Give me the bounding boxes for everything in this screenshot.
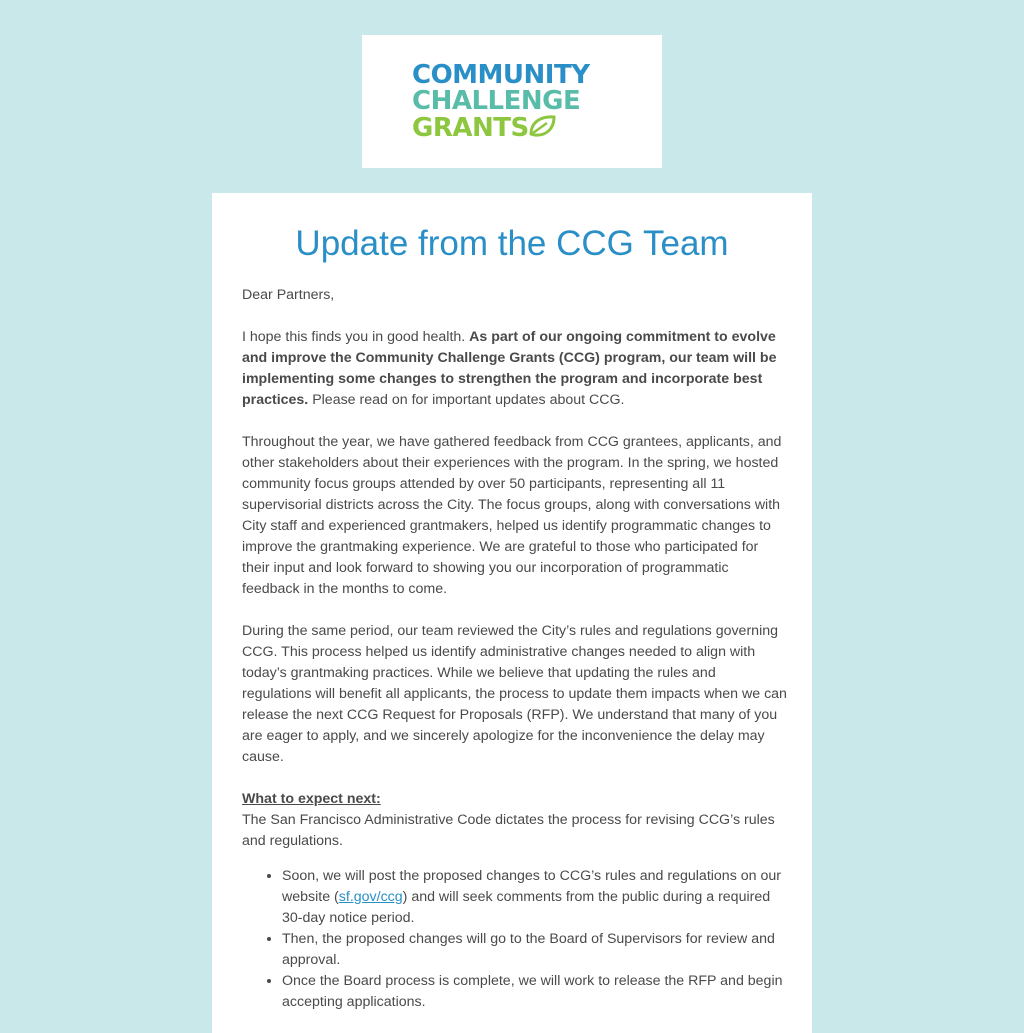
logo-line-grants [412, 114, 590, 141]
feedback-paragraph: Throughout the year, we have gathered feedback from CCG grantees, applicants, and other stakeholders about their experiences with the program. In the spring, we hosted community focus groups attended by over 50 participants, representing all 11 supervisorial districts across the City. The focus groups, along with conversations with City staff and experienced grantmakers, helped us identify programmatic changes to improve the grantmaking experience. We are grateful to those who participated for their input and look forward to showing you our incorporation of programmatic feedback in the months to come. [242, 434, 782, 597]
rules-paragraph: During the same period, our team reviewed the City’s rules and regulations governing CCG. This process helped us identify administrative changes needed to align with today’s grantmaking practices. While we believe that updating the rules and regulations will benefit all applicants, the process to update them impacts when we can release the next CCG Request for Proposals (RFP). We understand that many of you are eager to apply, and we sincerely apologize for the inconvenience the delay may cause. [242, 623, 787, 765]
next-heading: What to expect next: [242, 791, 381, 807]
intro-lead: I hope this finds you in good health. [242, 329, 470, 345]
intro-bold: As part of our ongoing commitment to evolve and improve the Community Challenge Grants (CCG) program, our team will be implementing some changes to strengthen the program and incorporate best practices. [242, 329, 777, 408]
intro-tail: Please read on for important updates about CCG. [308, 392, 625, 408]
list-item: • Once the Board process is complete, we will work to release the RFP and begin accepting applications. [282, 971, 787, 1013]
logo-banner [362, 35, 662, 168]
greeting: Dear Partners, [242, 287, 335, 303]
list-item: • Then, the proposed changes will go to the Board of Supervisors for review and approval. [282, 929, 787, 971]
leaf-icon [527, 114, 557, 138]
page-title: Update from the CCG Team [295, 224, 729, 263]
newsletter-body [242, 285, 787, 1013]
next-intro: The San Francisco Administrative Code dictates the process for revising CCG’s rules and regulations. [242, 812, 775, 849]
intro-paragraph [242, 327, 787, 411]
logo-line-community: COMMUNITY [412, 60, 590, 90]
bullet-1-before: Soon, we will post the proposed changes to CCG’s rules and regulations on our website ( [282, 868, 781, 905]
bullet-1-after: ) and will seek comments from the public during a required 30-day notice period. [282, 889, 771, 926]
logo-grants-text: GRANTS [412, 113, 529, 143]
list-item [282, 866, 787, 929]
logo [412, 62, 590, 141]
ccg-website-link[interactable]: sf.gov/ccg [338, 889, 403, 905]
logo-line-challenge: CHALLENGE [412, 86, 581, 116]
next-steps-list [242, 866, 787, 1013]
next-section [242, 789, 787, 852]
